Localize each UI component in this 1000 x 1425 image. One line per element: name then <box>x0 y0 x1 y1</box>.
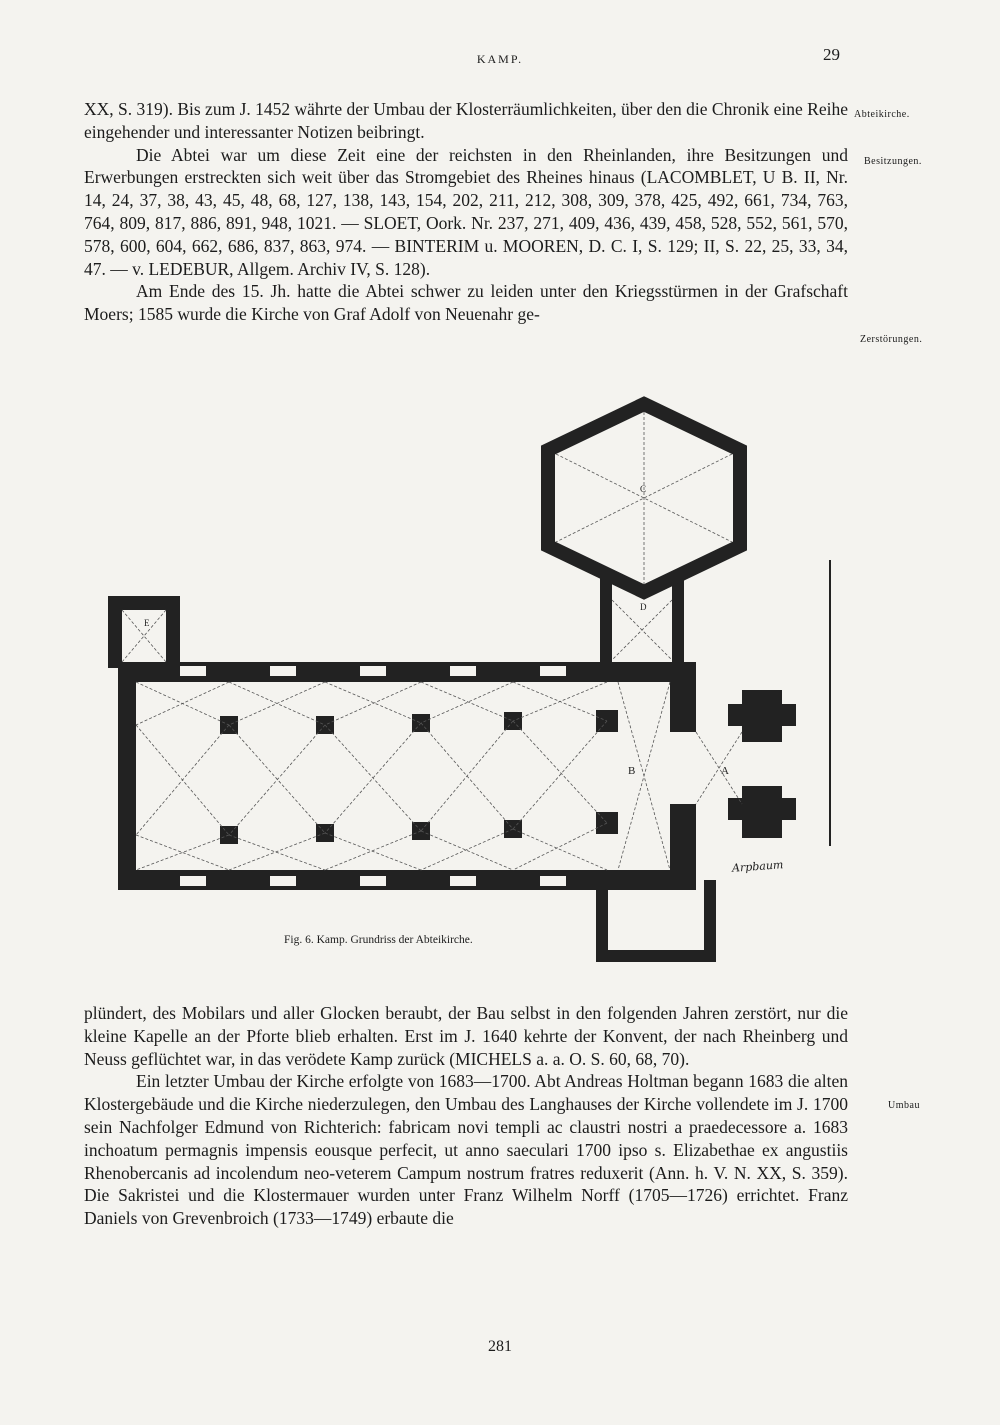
paragraph-4: plündert, des Mobilars und aller Glocken beraubt, der Bau selbst in den folgenden Jahren zerstört, nur die kleine Kapelle an der Pforte blieb erhalten. Erst im J. 1640 kehrte der Konvent, der nach Rheinberg und Neuss geflüchtet war, in das verödete Kamp zurück (MICHELS a. a. O. S. 60, 68, 70). <box>84 1003 848 1069</box>
page-number: 29 <box>823 45 840 64</box>
label-e: E <box>144 618 150 628</box>
stair-wall-right <box>704 880 716 962</box>
paragraph-5: Ein letzter Umbau der Kirche erfolgte von 1683—1700. Abt Andreas Holtman begann 1683 die alten Klostergebäude und die Kirche niederzulegen, den Umbau des Langhauses der Kirche vollendete im J. 1700 sein Nachfolger Edmund von Richterich: fabricam novi templi ac claustri nostri a praedecessore a. 1683 inchoatum permagnis impensis eousque perfecit, ut anno saeculari 1700 ipso s. Elizabethae ex angustiis Rhenobercanis ad incolendum neo-veterem Campum nostrum fratres reduxerit (Ann. h. V. N. XX, S. 359). Die Sakristei und die Klostermauer wurden unter Franz Wilhelm Norff (1705—1726) errichtet. Franz Daniels von Grevenbroich (1733—1749) erbaute die <box>84 1071 848 1229</box>
apse-cross-south-arm <box>728 798 796 820</box>
apse-cross-north-arm <box>728 704 796 726</box>
stair-wall-bottom <box>596 950 716 962</box>
running-head: KAMP. <box>476 52 524 66</box>
marginal-zerstoerungen: Zerstörungen. <box>860 334 923 345</box>
marginal-umbau: Umbau <box>888 1100 920 1111</box>
paragraph-2: Die Abtei war um diese Zeit eine der reichsten in den Rheinlanden, ihre Besitzungen und Erwerbungen erstreckten sich weit über das Stromgebiet des Rheines hinaus (LACOMBLET, U B. II, Nr. 14, 24, 37, 38, 43, 45, 48, 68, 127, 138, 143, 154, 202, 211, 212, 308, 309, 378, 425, 492, 661, 734, 763, 764, 809, 817, 886, 891, 948, 1021. — SLOET, Oork. Nr. 237, 271, 409, 436, 439, 458, 528, 552, 561, 570, 578, 600, 604, 662, 686, 837, 863, 974. — BINTERIM u. MOOREN, D. C. I, S. 129; II, S. 22, 25, 33, 34, 47. — v. LEDEBUR, Allgem. Archiv IV, S. 128). <box>84 144 848 279</box>
folio-number: 281 <box>488 1338 512 1355</box>
tower-e-wall-left <box>108 596 122 668</box>
passage-d-wall-left <box>600 572 612 664</box>
paragraph-1: XX, S. 319). Bis zum J. 1452 währte der Umbau der Klosterräumlichkeiten, über den die Chronik eine Reihe eingehender und interessanter Notizen beibringt. <box>84 99 848 142</box>
marginal-abteikirche: Abteikirche. <box>854 109 910 120</box>
floor-plan-figure <box>0 395 1000 995</box>
label-d: D <box>640 602 647 612</box>
choir-north-wall <box>670 662 696 732</box>
passage-d-wall-right <box>672 572 684 664</box>
text-block-bottom <box>84 1002 848 1230</box>
marginal-besitzungen: Besitzungen. <box>864 156 922 167</box>
label-b: B <box>628 765 636 777</box>
figure-caption: Fig. 6. Kamp. Grundriss der Abteikirche. <box>284 934 473 946</box>
text-block-top <box>84 98 848 326</box>
tower-e-wall-right <box>166 596 180 668</box>
label-c: C <box>640 484 647 494</box>
stair-wall-left <box>596 880 608 962</box>
floor-plan-svg <box>0 395 1000 995</box>
label-a: A <box>721 765 729 777</box>
paragraph-3: Am Ende des 15. Jh. hatte die Abtei schwer zu leiden unter den Kriegsstürmen in der Grafschaft Moers; 1585 wurde die Kirche von Graf Adolf von Neuenahr ge- <box>84 281 848 325</box>
draughtsman-signature: Arpbaum <box>731 858 784 875</box>
nave-west-wall <box>118 662 136 890</box>
choir-south-wall <box>670 804 696 890</box>
